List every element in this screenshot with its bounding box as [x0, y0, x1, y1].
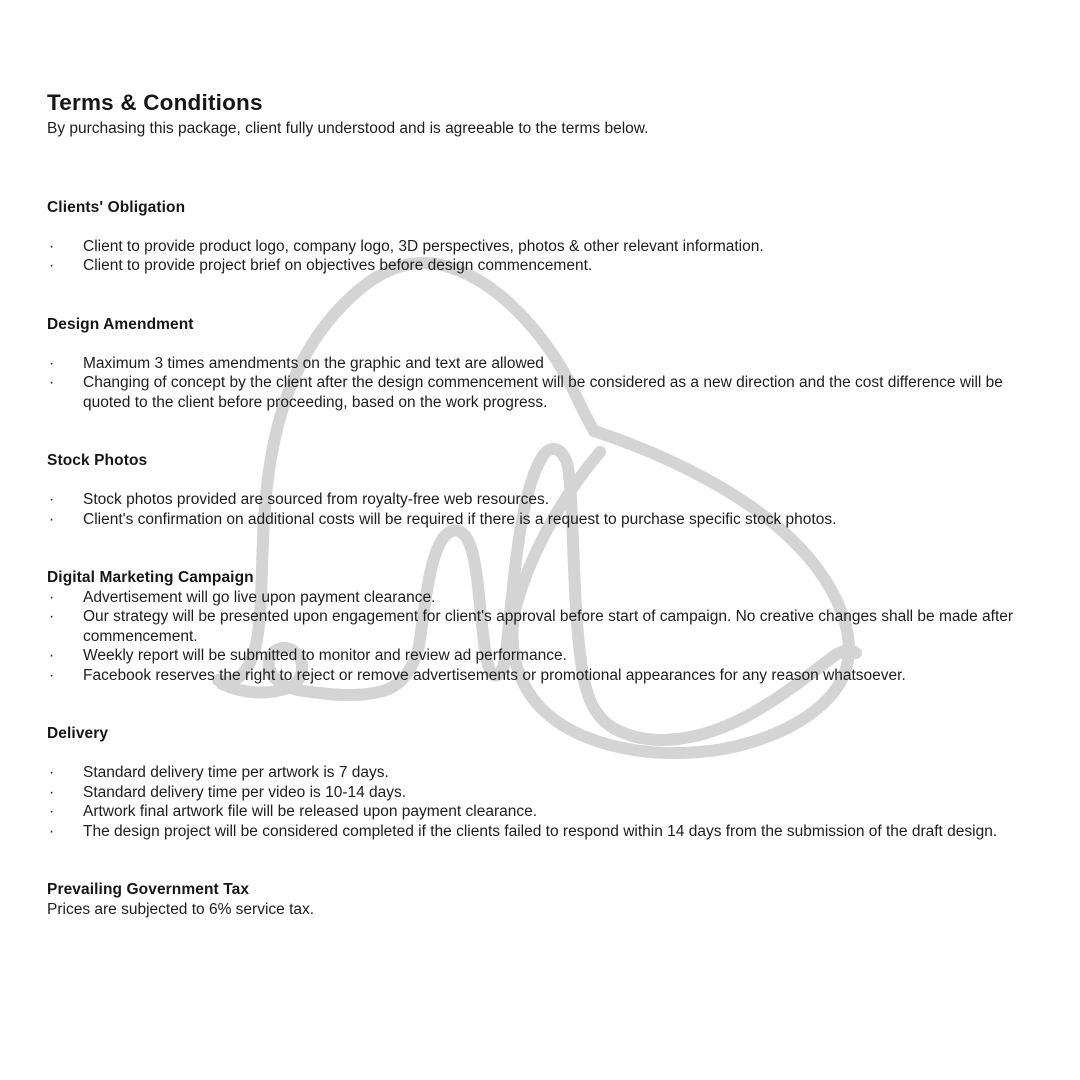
bullet-text: Client's confirmation on additional costs will be required if there is a request to purchase specific stock photos. — [83, 510, 837, 528]
section-bullet-list — [47, 354, 1045, 413]
bullet-dot-icon: · — [49, 647, 55, 664]
section-text: Prices are subjected to 6% service tax. — [47, 900, 315, 918]
bullet-dot-icon: · — [49, 257, 55, 274]
bullet-text: Advertisement will go live upon payment clearance. — [83, 588, 436, 606]
bullet-text: Artwork final artwork file will be released upon payment clearance. — [83, 803, 538, 820]
bullet-item — [47, 607, 1045, 646]
bullet-dot-icon: · — [49, 666, 55, 684]
section-heading: Prevailing Government Tax — [47, 881, 250, 898]
bullet-text: Weekly report will be submitted to monitor and review ad performance. — [83, 647, 567, 664]
bullet-item — [47, 588, 1045, 608]
terms-document — [47, 90, 1045, 919]
page-title: Terms & Conditions — [47, 90, 263, 115]
bullet-dot-icon: · — [49, 764, 55, 781]
bullet-item — [47, 510, 1045, 530]
bullet-text: Facebook reserves the right to reject or remove advertisements or promotional appearances for any reason whatsoever. — [83, 666, 906, 684]
bullet-dot-icon: · — [49, 374, 55, 391]
terms-section — [47, 315, 1045, 413]
terms-section — [47, 568, 1045, 685]
bullet-dot-icon: · — [49, 510, 55, 528]
bullet-item — [47, 763, 1045, 783]
terms-section — [47, 198, 1045, 276]
bullet-text: Client to provide product logo, company logo, 3D perspectives, photos & other relevant information. — [83, 237, 764, 255]
bullet-text: Standard delivery time per video is 10-14 days. — [83, 783, 407, 801]
section-heading: Stock Photos — [47, 452, 148, 469]
bullet-text: Our strategy will be presented upon engagement for client's approval before start of campaign. No creative changes shall be made after commencement. — [83, 608, 1014, 645]
bullet-text: The design project will be considered completed if the clients failed to respond within 14 days from the submission of the draft design. — [83, 822, 998, 840]
bullet-item — [47, 646, 1045, 666]
section-heading: Digital Marketing Campaign — [47, 569, 254, 586]
bullet-dot-icon: · — [49, 783, 55, 801]
bullet-item — [47, 822, 1045, 842]
sections-container — [47, 198, 1045, 920]
bullet-dot-icon: · — [49, 822, 55, 840]
terms-section — [47, 880, 1045, 919]
section-heading: Clients' Obligation — [47, 198, 186, 216]
section-bullet-list — [47, 763, 1045, 841]
bullet-dot-icon: · — [49, 354, 55, 372]
bullet-text: Standard delivery time per artwork is 7 days. — [83, 764, 389, 781]
bullet-dot-icon: · — [49, 491, 55, 508]
bullet-dot-icon: · — [49, 237, 55, 255]
bullet-item — [47, 802, 1045, 822]
bullet-item — [47, 354, 1045, 374]
bullet-text: Maximum 3 times amendments on the graphic and text are allowed — [83, 354, 544, 372]
bullet-dot-icon: · — [49, 803, 55, 820]
bullet-item — [47, 666, 1045, 686]
bullet-item — [47, 237, 1045, 257]
terms-section — [47, 451, 1045, 529]
page-subtitle: By purchasing this package, client fully understood and is agreeable to the terms below. — [47, 120, 649, 137]
section-bullet-list — [47, 490, 1045, 529]
bullet-text: Client to provide project brief on objectives before design commencement. — [83, 257, 593, 274]
section-heading: Design Amendment — [47, 315, 194, 333]
terms-section — [47, 724, 1045, 841]
bullet-text: Changing of concept by the client after the design commencement will be considered as a new direction and the cost difference will be quoted to the client before proceeding, based on the work progress. — [83, 374, 1003, 411]
bullet-item — [47, 783, 1045, 803]
bullet-text: Stock photos provided are sourced from royalty-free web resources. — [83, 491, 550, 508]
section-bullet-list — [47, 588, 1045, 686]
bullet-item — [47, 490, 1045, 510]
bullet-dot-icon: · — [49, 608, 55, 625]
bullet-item — [47, 256, 1045, 276]
section-heading: Delivery — [47, 725, 109, 742]
bullet-dot-icon: · — [49, 588, 55, 606]
section-bullet-list — [47, 237, 1045, 276]
bullet-item — [47, 373, 1045, 412]
